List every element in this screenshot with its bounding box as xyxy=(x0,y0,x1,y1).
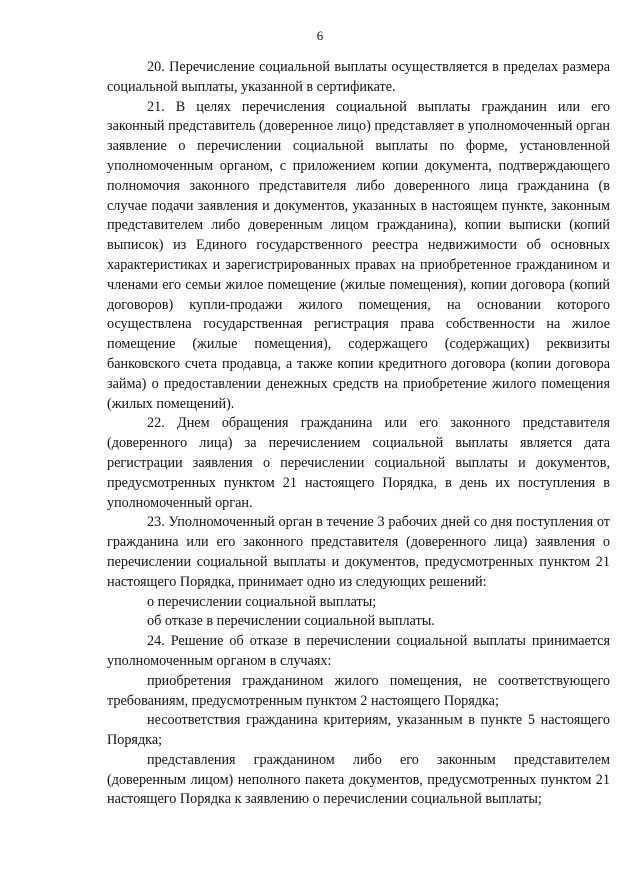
page-number: 6 xyxy=(316,28,324,43)
paragraph-22: 22. Днем обращения гражданина или его законного представителя (доверенного лица) за перечислением социальной выплаты является дата регистрации заявления о перечислении социальной выплаты и документов, предусмотренных пунктом 21 настоящего Порядка, в день их поступления в уполномоченный орган. xyxy=(107,415,610,511)
refusal-case-documents: представления гражданином либо его законным представителем (доверенным лицом) неполного пакета документов, предусмотренных пунктом 21 настоящего Порядка к заявлению о перечислении социальной выплаты; xyxy=(107,751,610,808)
paragraph-20: 20. Перечисление социальной выплаты осуществляется в пределах размера социальной выплаты, указанной в сертификате. xyxy=(107,59,610,95)
paragraph-24: 24. Решение об отказе в перечислении социальной выплаты принимается уполномоченным органом в случаях: xyxy=(107,633,610,669)
decision-option-refusal: об отказе в перечислении социальной выплаты. xyxy=(147,613,435,630)
decision-option-transfer: о перечислении социальной выплаты; xyxy=(147,593,377,610)
document-body xyxy=(107,58,610,810)
paragraph-23: 23. Уполномоченный орган в течение 3 рабочих дней со дня поступления от гражданина или его законного представителя (доверенного лица) заявления о перечислении социальной выплаты и документов, предусмотренных пунктом 21 настоящего Порядка, принимает одно из следующих решений: xyxy=(107,514,610,590)
refusal-case-criteria: несоответствия гражданина критериям, указанным в пункте 5 настоящего Порядка; xyxy=(107,712,610,749)
paragraph-21: 21. В целях перечисления социальной выплаты гражданин или его законный представитель (доверенное лицо) представляет в уполномоченный орган заявление о перечислении социальной выплаты по форме, установленной уполномоченным органом, с приложением копии документа, подтверждающего полномочия законного представителя либо доверенного лица гражданина (в случае подачи заявления и документов, указанных в настоящем пункте, законным представителем либо доверенным лицом гражданина), копии выписки (копий выписок) из Единого государственного реестра недвижимости об основных характеристиках и зарегистрированных правах на приобретенное гражданином и членами его семьи жилое помещение (жилые помещения), копии договора (копий договоров) купли-продажи жилого помещения, на основании которого осуществлена государственная регистрация права собственности на жилое помещение (жилые помещения), содержащего (содержащих) реквизиты банковского счета продавца, а также копии кредитного договора (копии договора займа) о предоставлении денежных средств на приобретение жилого помещения (жилых помещений). xyxy=(107,98,610,412)
refusal-case-housing: приобретения гражданином жилого помещения, не соответствующего требованиям, предусмотренным пунктом 2 настоящего Порядка; xyxy=(107,672,610,709)
